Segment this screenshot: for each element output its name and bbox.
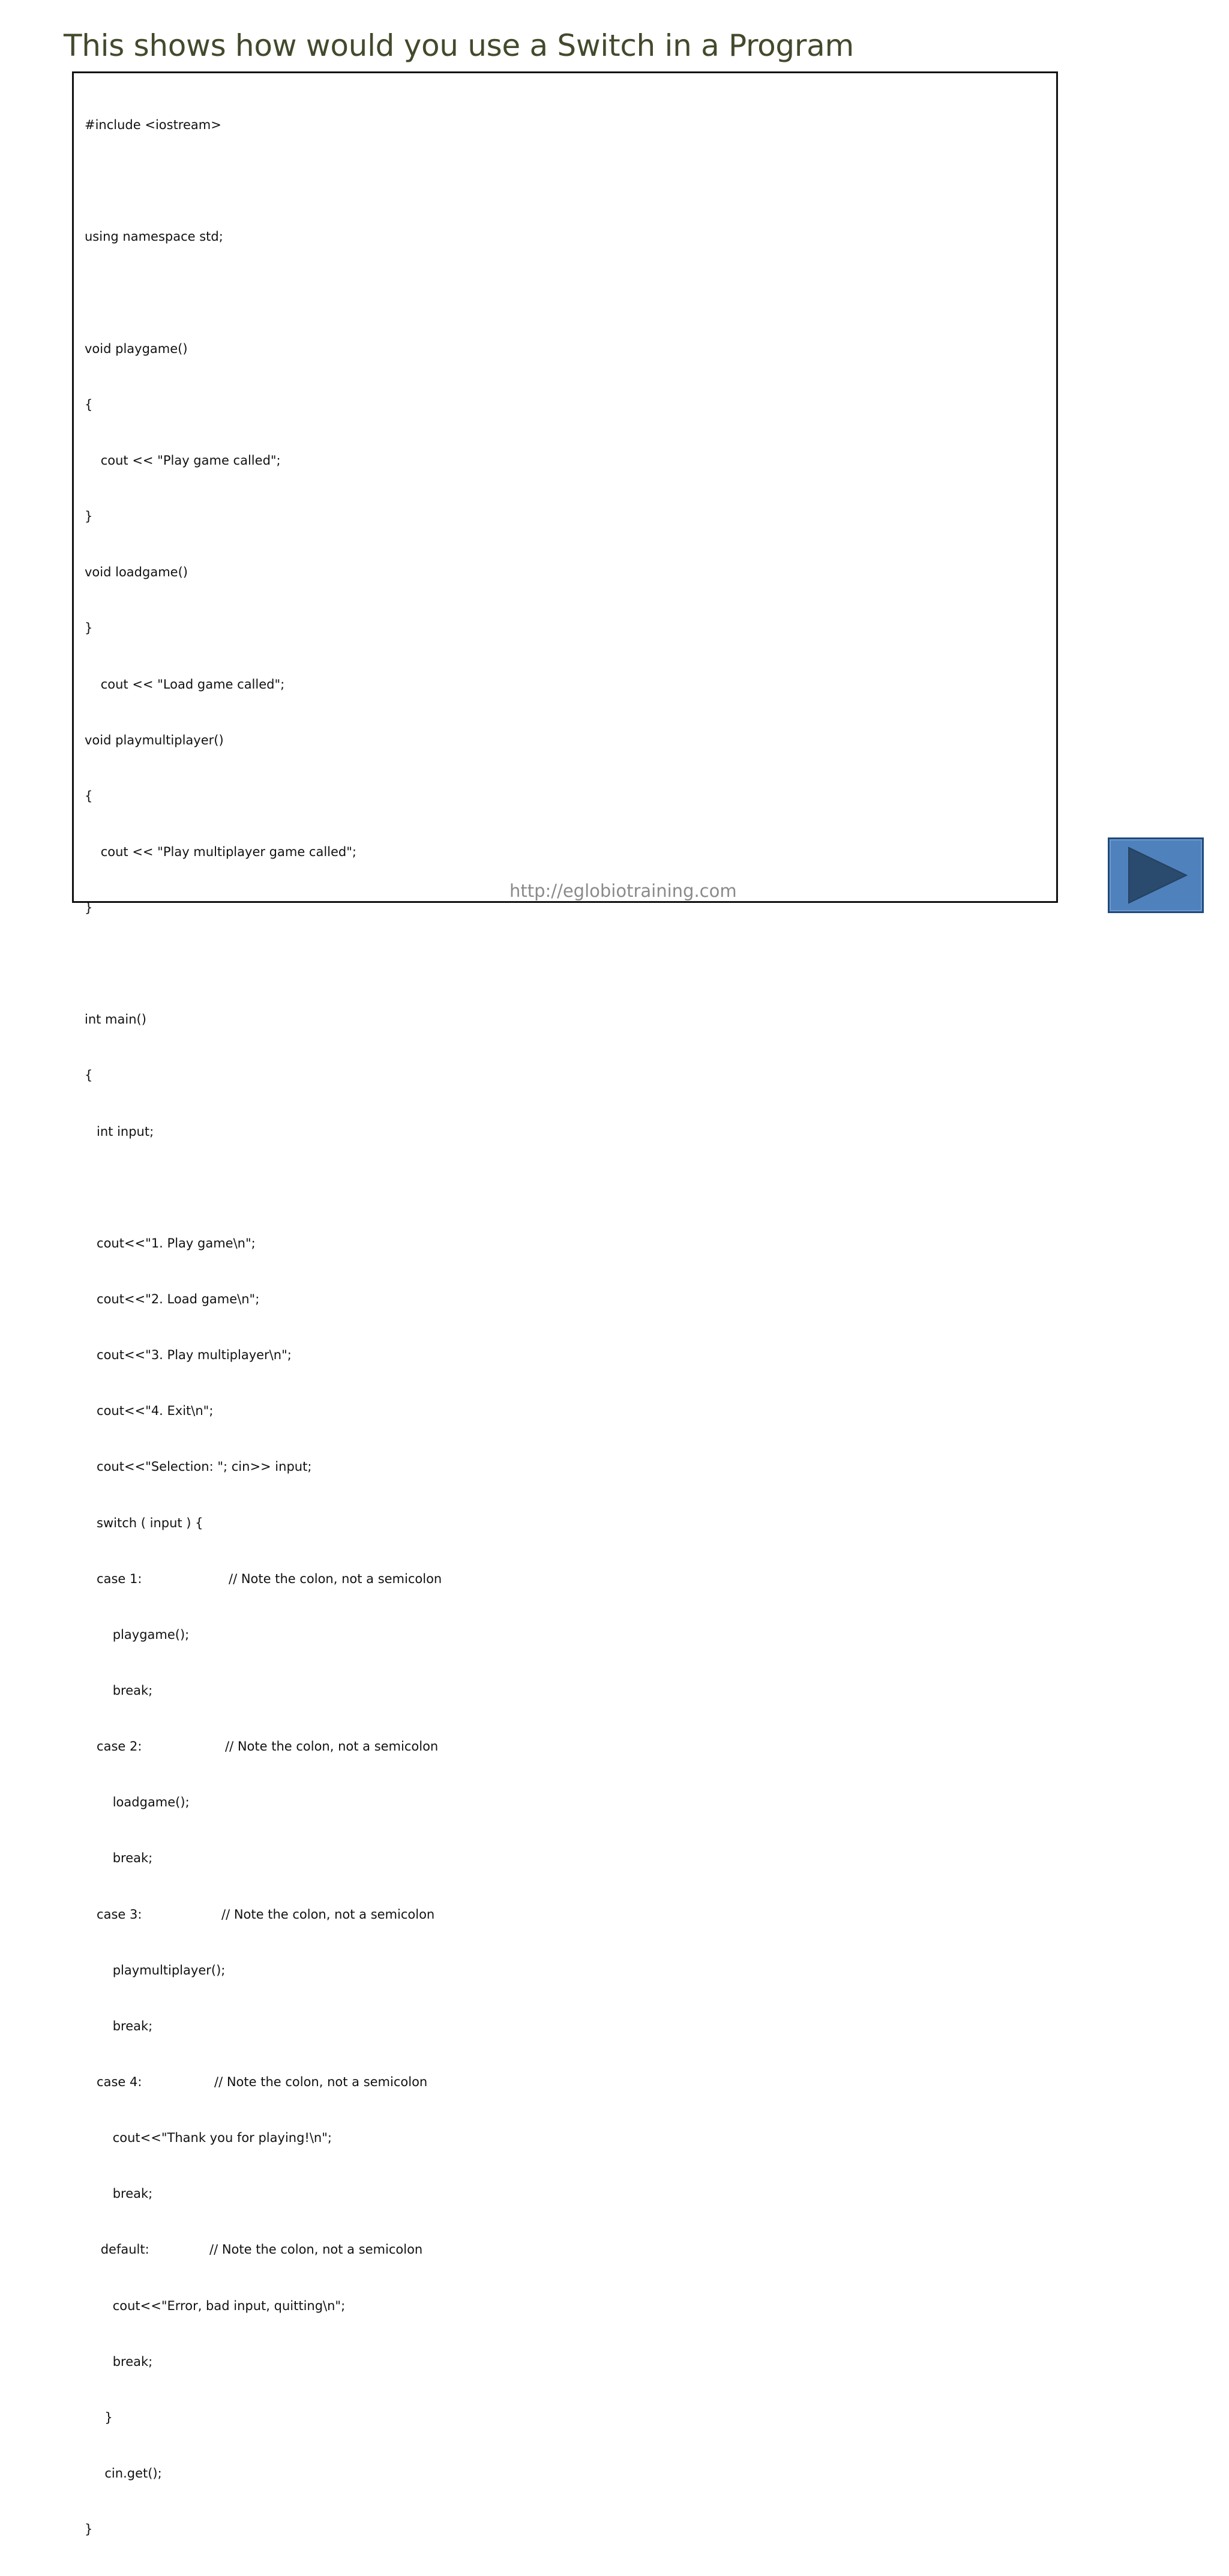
code-line	[85, 619, 356, 638]
code-line	[85, 2185, 356, 2203]
code-line	[85, 1178, 356, 1197]
code-text: cout<<"3. Play multiplayer\n";	[85, 1348, 292, 1363]
code-text: case 3:	[85, 1907, 142, 1922]
code-line	[85, 2129, 356, 2147]
code-line	[85, 1234, 356, 1253]
code-comment: // Note the colon, not a semicolon	[225, 1739, 439, 1754]
code-line	[85, 340, 356, 358]
code-text: break;	[85, 2186, 153, 2201]
play-arrow-icon	[1110, 839, 1202, 911]
code-line	[85, 675, 356, 694]
code-text: cout << "Play game called";	[85, 453, 281, 468]
code-text: cout << "Play multiplayer game called";	[85, 844, 356, 859]
code-text: cout<<"4. Exit\n";	[85, 1404, 214, 1419]
next-slide-button[interactable]	[1108, 837, 1204, 913]
code-line	[85, 2464, 356, 2483]
code-text: cout << "Load game called";	[85, 677, 285, 692]
code-line	[85, 1010, 356, 1029]
code-line	[85, 1514, 356, 1533]
code-line	[85, 1123, 356, 1141]
code-text: default:	[85, 2242, 149, 2257]
code-text: cout<<"Selection: "; cin>> input;	[85, 1459, 312, 1474]
code-line	[85, 899, 356, 917]
code-text: }	[85, 509, 93, 524]
code-text: cout<<"Thank you for playing!\n";	[85, 2131, 332, 2146]
code-text: cout<<"2. Load game\n";	[85, 1292, 260, 1307]
code-text: void playgame()	[85, 341, 188, 356]
code-text: case 1:	[85, 1571, 142, 1586]
code-line	[85, 228, 356, 246]
code-line	[85, 1793, 356, 1812]
code-line	[85, 1458, 356, 1476]
code-line	[85, 2520, 356, 2539]
code-line	[85, 116, 356, 134]
code-text: }	[85, 2522, 93, 2537]
code-line	[85, 1905, 435, 1924]
code-line	[85, 787, 356, 806]
code-line	[85, 1346, 356, 1365]
code-text: break;	[85, 1683, 153, 1698]
code-line	[85, 731, 356, 750]
code-line	[85, 396, 356, 414]
code-text: playgame();	[85, 1627, 190, 1642]
code-text: switch ( input ) {	[85, 1515, 203, 1530]
code-text: }	[85, 2410, 113, 2425]
code-text: cin.get();	[85, 2466, 162, 2481]
code-line	[85, 1682, 356, 1700]
code-text: int input;	[85, 1124, 154, 1139]
code-line	[85, 172, 356, 190]
code-line	[85, 451, 356, 470]
code-text: break;	[85, 1851, 153, 1866]
code-line	[85, 2240, 423, 2259]
code-line	[85, 2073, 428, 2092]
code-line	[85, 1570, 442, 1588]
code-text: loadgame();	[85, 1795, 190, 1810]
code-text: #include <iostream>	[85, 118, 221, 133]
code-comment: // Note the colon, not a semicolon	[214, 2075, 428, 2090]
code-text: break;	[85, 2018, 153, 2033]
code-line	[85, 563, 356, 582]
code-line	[85, 1290, 356, 1309]
code-text: {	[85, 1068, 93, 1083]
code-text: void playmultiplayer()	[85, 732, 224, 747]
code-text: playmultiplayer();	[85, 1962, 226, 1977]
code-comment: // Note the colon, not a semicolon	[209, 2242, 423, 2257]
code-line	[85, 2353, 356, 2371]
code-line	[85, 507, 356, 526]
code-text: case 2:	[85, 1739, 142, 1754]
code-text: }	[85, 621, 93, 636]
code-line	[85, 284, 356, 303]
code-text: void loadgame()	[85, 565, 188, 580]
code-text: {	[85, 397, 93, 412]
code-line	[85, 1849, 356, 1868]
code-line	[85, 955, 356, 973]
code-line	[85, 1737, 439, 1756]
code-text: cout<<"1. Play game\n";	[85, 1235, 256, 1250]
code-text: break;	[85, 2354, 153, 2369]
code-line	[85, 1961, 356, 1980]
code-listing	[85, 79, 442, 2576]
code-line	[85, 1626, 356, 1644]
footer-url: http://eglobiotraining.com	[509, 881, 737, 901]
code-line	[85, 2297, 356, 2315]
code-text: {	[85, 788, 93, 803]
code-line	[85, 1402, 356, 1420]
code-comment: // Note the colon, not a semicolon	[221, 1907, 435, 1922]
code-text: }	[85, 900, 93, 915]
code-text: case 4:	[85, 2075, 142, 2090]
code-line	[85, 2017, 356, 2036]
slide-title: This shows how would you use a Switch in a Program	[64, 28, 854, 63]
code-comment: // Note the colon, not a semicolon	[229, 1571, 442, 1586]
code-text: using namespace std;	[85, 229, 223, 244]
code-text: cout<<"Error, bad input, quitting\n";	[85, 2298, 346, 2313]
code-text: int main()	[85, 1012, 146, 1027]
code-line	[85, 1066, 356, 1085]
code-line	[85, 843, 356, 861]
code-line	[85, 2409, 356, 2427]
